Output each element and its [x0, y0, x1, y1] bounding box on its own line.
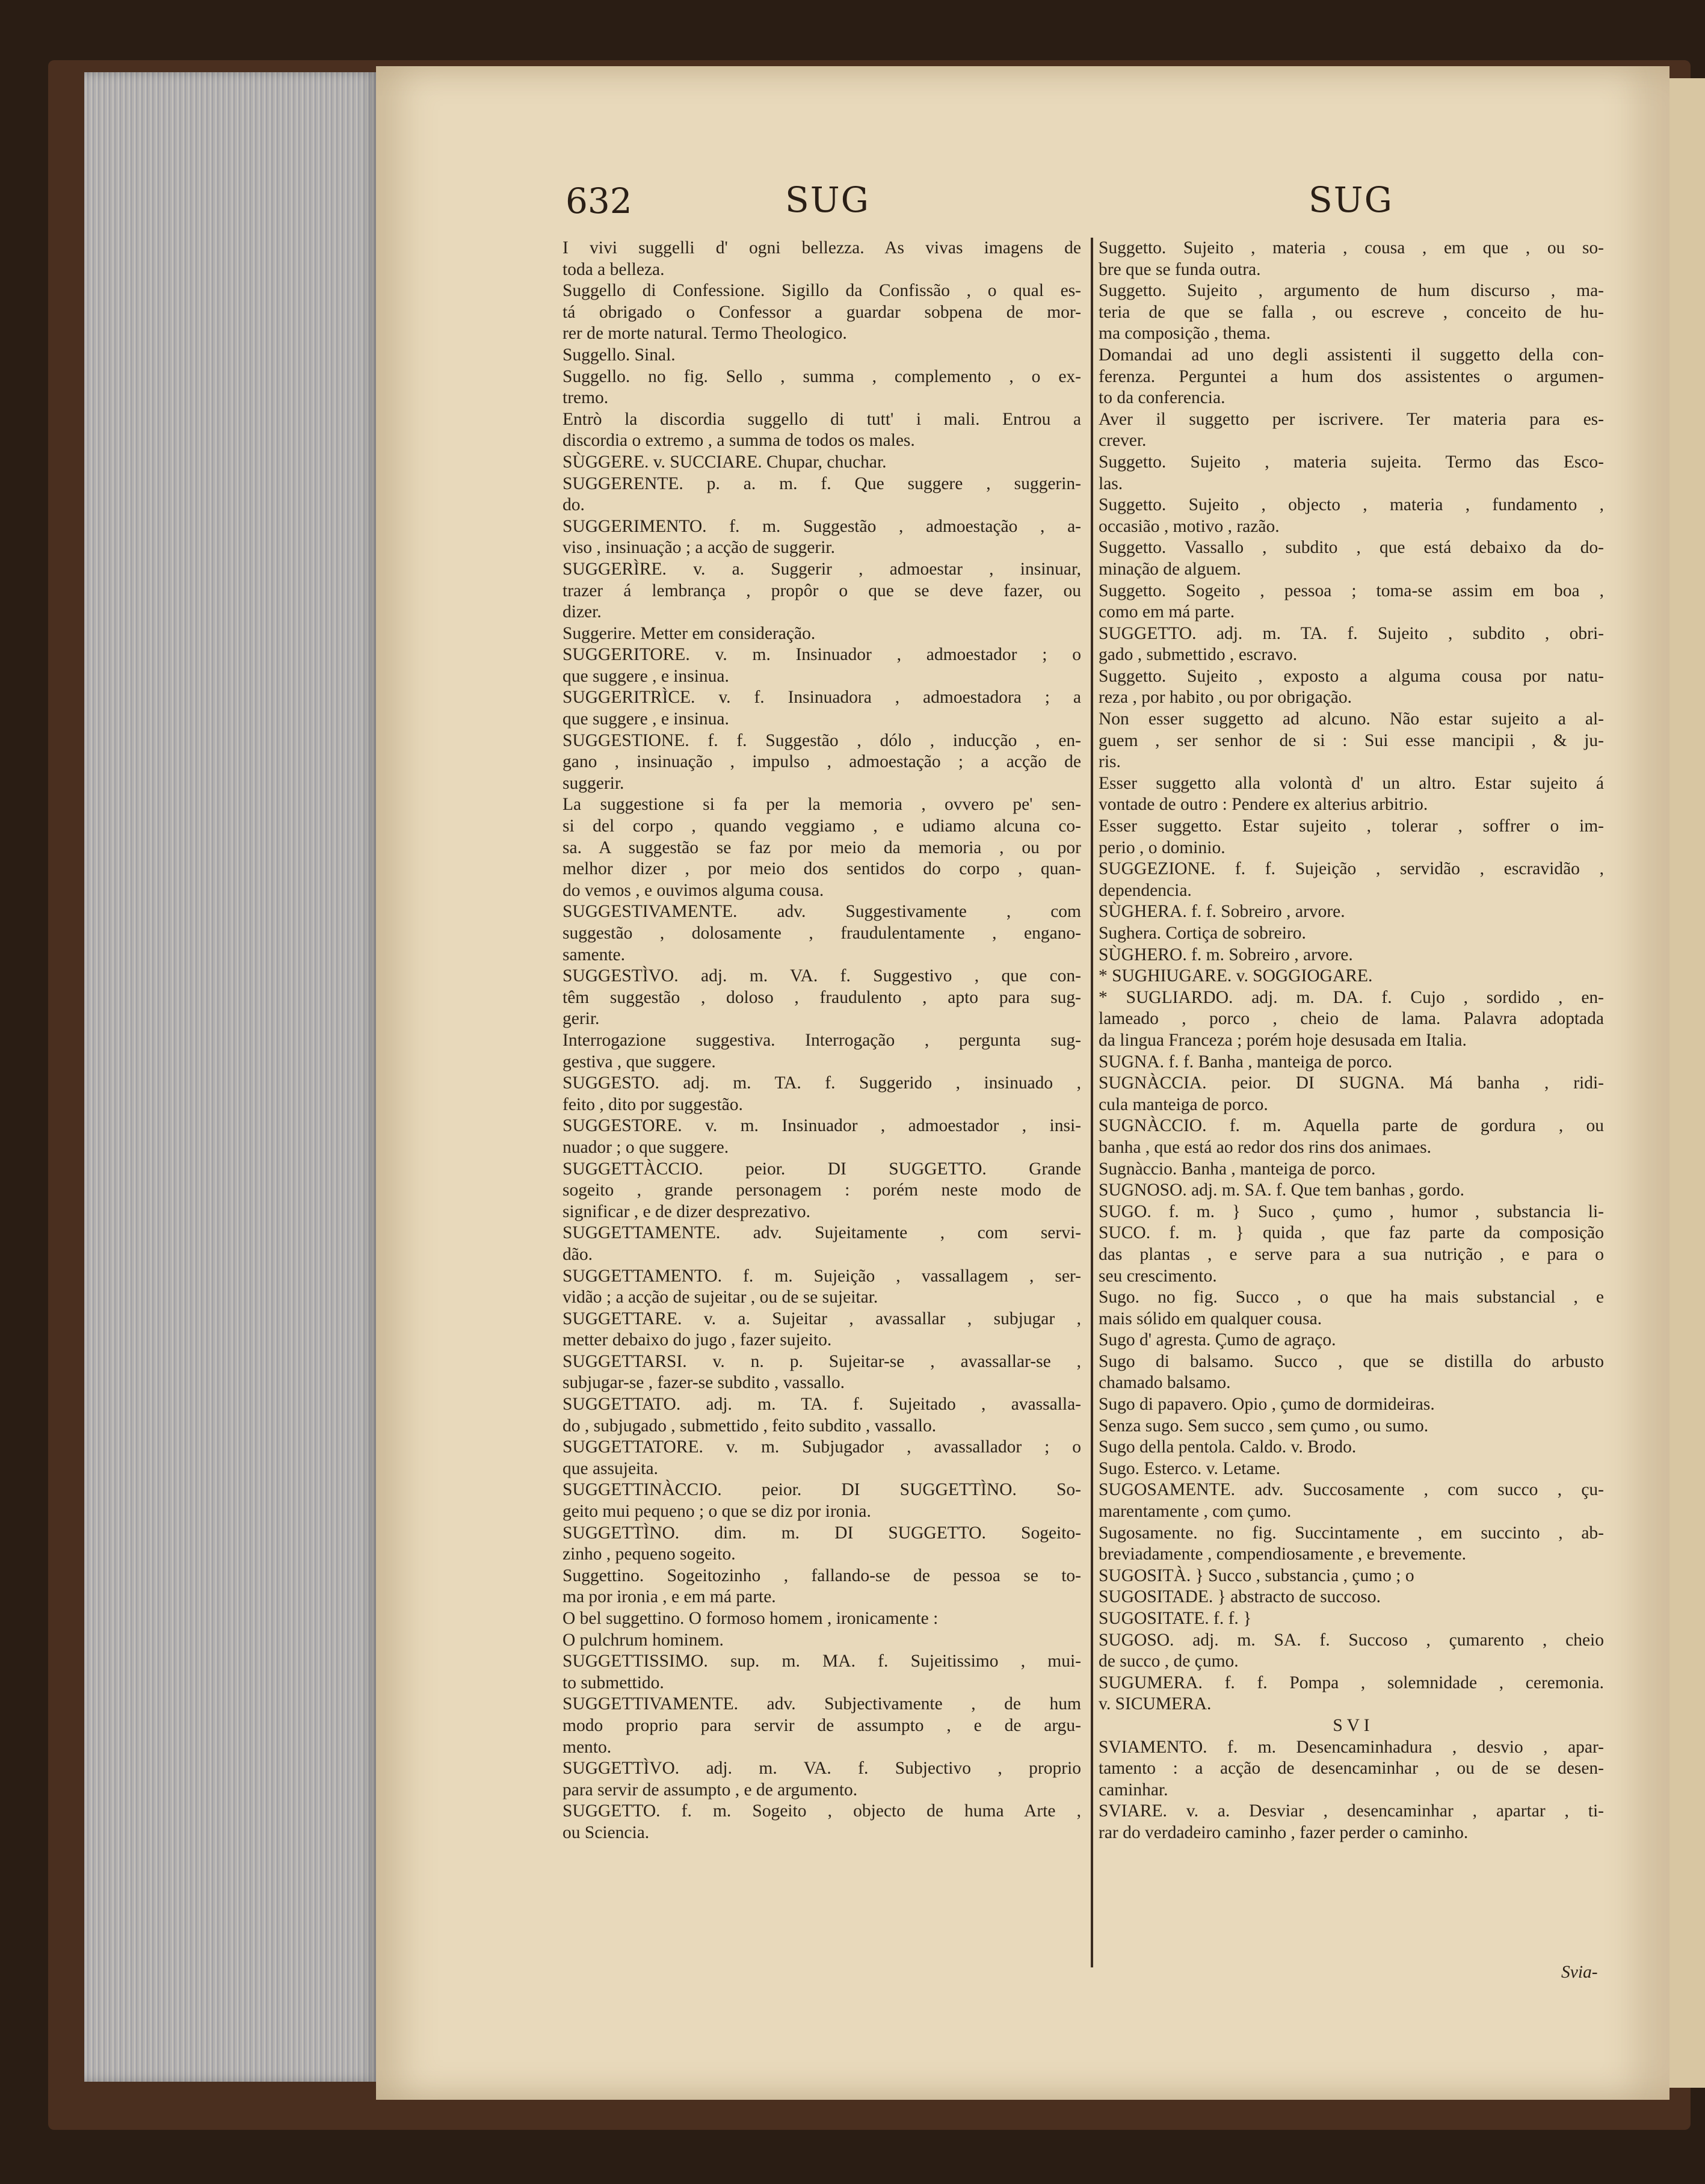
text-line: SUGGETTATO. adj. m. TA. f. Sujeitado , avassalla-	[563, 1395, 1081, 1414]
text-line: * SUGHIUGARE. v. SOGGIOGARE.	[1099, 966, 1373, 986]
text-line: que assujeita.	[563, 1458, 658, 1478]
text-line: SUGOSITATE. f. f. }	[1099, 1609, 1252, 1628]
text-line: seu crescimento.	[1099, 1266, 1217, 1286]
text-line: SUGGESTIONE. f. f. Suggestão , dólo , inducção , en-	[563, 730, 1081, 750]
text-line: feito , dito por suggestão.	[563, 1094, 743, 1114]
text-line: dão.	[563, 1244, 593, 1264]
text-line: chamado balsamo.	[1099, 1373, 1231, 1393]
text-line: SUGGETTARSI. v. n. p. Sujeitar-se , avassallar-se ,	[563, 1351, 1081, 1371]
text-line: Sugo. Esterco. v. Letame.	[1099, 1458, 1281, 1478]
text-line: Interrogazione suggestiva. Interrogação , pergunta sug-	[563, 1030, 1081, 1050]
text-line: tá obrigado o Confessor a guardar sobpena de mor-	[563, 302, 1081, 322]
text-line: Senza sugo. Sem succo , sem çumo , ou sumo.	[1099, 1416, 1429, 1436]
text-line: Suggetto. Sujeito , materia , cousa , em que , ou so-	[1099, 238, 1604, 258]
text-line: ris.	[1099, 752, 1121, 772]
text-line: S V I	[1333, 1715, 1370, 1735]
text-line: SUGGESTIVAMENTE. adv. Suggestivamente , com	[563, 902, 1081, 922]
column-divider	[1091, 238, 1093, 1967]
text-line: Sugo d' agresta. Çumo de agraço.	[1099, 1330, 1336, 1350]
text-line: occasião , motivo , razão.	[1099, 516, 1280, 536]
text-line: zinho , pequeno sogeito.	[563, 1544, 736, 1564]
text-line: cula manteiga de porco.	[1099, 1094, 1268, 1114]
text-line: SUGGETTISSIMO. sup. m. MA. f. Sujeitissimo , mui-	[563, 1652, 1081, 1671]
text-line: Esser suggetto. Estar sujeito , tolerar , soffrer o im-	[1099, 816, 1604, 836]
text-line: reza , por habito , ou por obrigação.	[1099, 688, 1352, 708]
text-line: que suggere , e insinua.	[563, 666, 729, 686]
text-line: bre que se funda outra.	[1099, 259, 1261, 279]
text-line: SUGGETTO. f. m. Sogeito , objecto de huma Arte ,	[563, 1801, 1081, 1821]
text-line: SUGGERITRÌCE. v. f. Insinuadora , admoestadora ; a	[563, 688, 1081, 708]
text-line: to da conferencia.	[1099, 388, 1226, 408]
text-line: Esser suggetto alla volontà d' un altro. Estar sujeito á	[1099, 773, 1604, 793]
text-line: Suggetto. Sujeito , objecto , materia , fundamento ,	[1099, 495, 1604, 515]
text-line: SÙGHERO. f. m. Sobreiro , arvore.	[1099, 945, 1353, 964]
text-line: SUGOSAMENTE. adv. Succosamente , com succo , çu-	[1099, 1480, 1604, 1500]
text-line: Non esser suggetto ad alcuno. Não estar sujeito a al-	[1099, 709, 1604, 729]
text-line: gerir.	[563, 1009, 600, 1029]
text-line: SUGGESTORE. v. m. Insinuador , admoestador , insi-	[563, 1116, 1081, 1136]
text-line: sa. A suggestão se faz por meio da memoria , ou por	[563, 838, 1081, 857]
text-line: SVIARE. v. a. Desviar , desencaminhar , apartar , ti-	[1099, 1801, 1604, 1821]
text-line: nuador ; o que suggere.	[563, 1137, 729, 1157]
text-line: melhor dizer , por meio dos sentidos do corpo , quan-	[563, 859, 1081, 879]
text-line: SUGGETTÀCCIO. peior. DI SUGGETTO. Grande	[563, 1159, 1081, 1179]
text-line: do , subjugado , submettido , feito subdito , vassallo.	[563, 1416, 937, 1436]
text-line: ferenza. Perguntei a hum dos assistentes o argumen-	[1099, 366, 1604, 386]
text-line: gado , submettido , escravo.	[1099, 645, 1298, 665]
text-line: SUGGERENTE. p. a. m. f. Que suggere , suggerin-	[563, 474, 1081, 493]
text-line: SÙGHERA. f. f. Sobreiro , arvore.	[1099, 902, 1345, 922]
text-line: Sughera. Cortiça de sobreiro.	[1099, 924, 1306, 943]
text-line: SUGNA. f. f. Banha , manteiga de porco.	[1099, 1052, 1393, 1072]
text-line: SUGOSITADE. } abstracto de succoso.	[1099, 1587, 1381, 1607]
text-line: sogeito , grande personagem : porém neste modo de	[563, 1180, 1081, 1200]
text-line: como em má parte.	[1099, 602, 1235, 622]
running-head-left: SUG	[785, 179, 870, 220]
right-column	[1099, 238, 1604, 1844]
text-line: Suggello. Sinal.	[563, 345, 676, 365]
text-line: SUGGERITORE. v. m. Insinuador , admoestador ; o	[563, 645, 1081, 665]
text-line: rer de morte natural. Termo Theologico.	[563, 324, 847, 344]
text-line: ma composição , thema.	[1099, 324, 1271, 344]
text-line: SUGGETTARE. v. a. Sujeitar , avassallar , subjugar ,	[563, 1309, 1081, 1328]
text-line: Suggetto. Sujeito , argumento de hum discurso , ma-	[1099, 281, 1604, 301]
text-line: ou Sciencia.	[563, 1822, 650, 1842]
text-line: têm suggestão , doloso , fraudulento , apto para sug-	[563, 987, 1081, 1007]
text-line: Suggetto. Sogeito , pessoa ; toma-se assim em boa ,	[1099, 581, 1604, 600]
text-line: Sugo di balsamo. Succo , que se distilla do arbusto	[1099, 1351, 1604, 1371]
page-number: 632	[566, 180, 632, 221]
text-line: Sugosamente. no fig. Succintamente , em succinto , ab-	[1099, 1523, 1604, 1543]
text-line: caminhar.	[1099, 1780, 1168, 1800]
text-line: tremo.	[563, 388, 609, 408]
text-line: viso , insinuação ; a acção de suggerir.	[563, 538, 836, 558]
text-line: SUGGETTÌVO. adj. m. VA. f. Subjectivo , proprio	[563, 1759, 1081, 1778]
running-head-right: SUG	[1309, 179, 1393, 220]
text-line: perio , o dominio.	[1099, 838, 1226, 857]
text-line: Suggerire. Metter em consideração.	[563, 623, 816, 643]
text-line: SUGGESTO. adj. m. TA. f. Suggerido , insinuado ,	[563, 1073, 1081, 1093]
text-line: Sugo della pentola. Caldo. v. Brodo.	[1099, 1437, 1357, 1457]
text-line: Suggetto. Vassallo , subdito , que está debaixo da do-	[1099, 538, 1604, 558]
text-line: minação de alguem.	[1099, 559, 1241, 579]
text-line: Aver il suggetto per iscrivere. Ter materia para es-	[1099, 409, 1604, 429]
text-line: gano , insinuação , impulso , admoestação ; a acção de	[563, 752, 1081, 772]
text-line: teria de que se falla , ou escreve , conceito de hu-	[1099, 302, 1604, 322]
text-line: marentamente , com çumo.	[1099, 1502, 1292, 1522]
text-line: Suggello di Confessione. Sigillo da Confissão , o qual es-	[563, 281, 1081, 301]
text-line: SUGGETTÌNO. dim. m. DI SUGGETTO. Sogeito-	[563, 1523, 1081, 1543]
text-line: SÙGGERE. v. SUCCIARE. Chupar, chuchar.	[563, 452, 887, 472]
text-line: suggestão , dolosamente , fraudulentamente , engano-	[563, 924, 1081, 943]
text-line: mais sólido em qualquer cousa.	[1099, 1309, 1322, 1328]
text-line: La suggestione si fa per la memoria , ovvero pe' sen-	[563, 795, 1081, 815]
text-line: SUGUMERA. f. f. Pompa , solemnidade , ceremonia.	[1099, 1673, 1604, 1692]
text-line: do.	[563, 495, 585, 515]
text-line: O bel suggettino. O formoso homem , ironicamente :	[563, 1609, 939, 1628]
text-line: vontade de outro : Pendere ex alterius arbitrio.	[1099, 795, 1428, 815]
text-line: geito mui pequeno ; o que se diz por ironia.	[563, 1502, 871, 1522]
text-line: si del corpo , quando veggiamo , e udiamo alcuna co-	[563, 816, 1081, 836]
text-line: breviadamente , compendiosamente , e brevemente.	[1099, 1544, 1467, 1564]
text-line: significar , e de dizer desprezativo.	[563, 1202, 810, 1221]
text-line: SUGGETTINÀCCIO. peior. DI SUGGETTÌNO. So-	[563, 1480, 1081, 1500]
text-line: SUGGETTATORE. v. m. Subjugador , avassallador ; o	[563, 1437, 1081, 1457]
text-line: metter debaixo do jugo , fazer sujeito.	[563, 1330, 832, 1350]
text-line: ma por ironia , e em má parte.	[563, 1587, 776, 1607]
text-line: SUGNÀCCIA. peior. DI SUGNA. Má banha , ridi-	[1099, 1073, 1604, 1093]
text-line: para servir de assumpto , e de argumento.	[563, 1780, 858, 1800]
text-line: toda a belleza.	[563, 259, 665, 279]
text-line: SUGGETTO. adj. m. TA. f. Sujeito , subdito , obri-	[1099, 623, 1604, 643]
next-page-edge	[1670, 78, 1705, 2088]
text-line: da lingua Franceza ; porém hoje desusada em Italia.	[1099, 1030, 1467, 1050]
text-line: lameado , porco , cheio de lama. Palavra adoptada	[1099, 1009, 1604, 1029]
text-line: SUGGETTAMENTE. adv. Sujeitamente , com servi-	[563, 1223, 1081, 1243]
text-line: SVIAMENTO. f. m. Desencaminhadura , desvio , apar-	[1099, 1737, 1604, 1757]
text-line: * SUGLIARDO. adj. m. DA. f. Cujo , sordido , en-	[1099, 987, 1604, 1007]
text-line: suggerir.	[563, 773, 624, 793]
text-line: crever.	[1099, 431, 1147, 451]
text-line: SUGGESTÌVO. adj. m. VA. f. Suggestivo , que con-	[563, 966, 1081, 986]
text-line: SUGGETTAMENTO. f. m. Sujeição , vassallagem , ser-	[563, 1266, 1081, 1286]
text-line: tamento : a acção de desencaminhar , ou de se desen-	[1099, 1759, 1604, 1778]
text-line: SUGGERIMENTO. f. m. Suggestão , admoestação , a-	[563, 516, 1081, 536]
text-line: dizer.	[563, 602, 602, 622]
text-line: Sugnàccio. Banha , manteiga de porco.	[1099, 1159, 1376, 1179]
text-line: Entrò la discordia suggello di tutt' i mali. Entrou a	[563, 409, 1081, 429]
text-line: modo proprio para servir de assumpto , e de argu-	[563, 1715, 1081, 1735]
text-line: guem , ser senhor de si : Sui esse mancipii , & ju-	[1099, 730, 1604, 750]
catchword: Svia-	[1561, 1963, 1598, 1982]
text-line: vidão ; a acção de sujeitar , ou de se sujeitar.	[563, 1288, 878, 1307]
text-line: do vemos , e ouvimos alguma cousa.	[563, 880, 824, 900]
text-line: Sugo. no fig. Succo , o que ha mais substancial , e	[1099, 1288, 1604, 1307]
text-line: v. SICUMERA.	[1099, 1694, 1212, 1714]
text-line: trazer á lembrança , propôr o que se deve fazer, ou	[563, 581, 1081, 600]
text-line: de succo , de çumo.	[1099, 1652, 1239, 1671]
text-line: SUGNOSO. adj. m. SA. f. Que tem banhas , gordo.	[1099, 1180, 1464, 1200]
text-line: SUGGERÌRE. v. a. Suggerir , admoestar , insinuar,	[563, 559, 1081, 579]
text-line: mento.	[563, 1737, 612, 1757]
text-line: las.	[1099, 474, 1123, 493]
text-line: gestiva , que suggere.	[563, 1052, 716, 1072]
page-edges	[84, 72, 379, 2082]
text-line: Sugo di papavero. Opio , çumo de dormideiras.	[1099, 1395, 1435, 1414]
text-line: SUGNÀCCIO. f. m. Aquella parte de gordura , ou	[1099, 1116, 1604, 1136]
text-line: Suggello. no fig. Sello , summa , complemento , o ex-	[563, 366, 1081, 386]
text-line: SUGOSO. adj. m. SA. f. Succoso , çumarento , cheio	[1099, 1630, 1604, 1650]
text-line: to submettido.	[563, 1673, 664, 1692]
text-line: I vivi suggelli d' ogni bellezza. As vivas imagens de	[563, 238, 1081, 258]
text-line: SUGOSITÀ. } Succo , substancia , çumo ; o	[1099, 1566, 1414, 1585]
text-line: Suggetto. Sujeito , exposto a alguma cousa por natu-	[1099, 666, 1604, 686]
text-line: O pulchrum hominem.	[563, 1630, 724, 1650]
text-line: SUGO. f. m. } Suco , çumo , humor , substancia li-	[1099, 1202, 1604, 1221]
text-line: discordia o extremo , a summa de todos os males.	[563, 431, 915, 451]
text-line: SUCO. f. m. } quida , que faz parte da composição	[1099, 1223, 1604, 1243]
text-line: SUGGETTIVAMENTE. adv. Subjectivamente , de hum	[563, 1694, 1081, 1714]
text-line: banha , que está ao redor dos rins dos animaes.	[1099, 1137, 1431, 1157]
text-line: samente.	[563, 945, 626, 964]
left-column	[563, 238, 1081, 1844]
text-line: dependencia.	[1099, 880, 1192, 900]
text-line: Suggettino. Sogeitozinho , fallando-se de pessoa se to-	[563, 1566, 1081, 1585]
text-line: Suggetto. Sujeito , materia sujeita. Termo das Esco-	[1099, 452, 1604, 472]
text-line: Domandai ad uno degli assistenti il suggetto della con-	[1099, 345, 1604, 365]
text-line: SUGGEZIONE. f. f. Sujeição , servidão , escravidão ,	[1099, 859, 1604, 879]
text-line: que suggere , e insinua.	[563, 709, 729, 729]
text-line: das plantas , e serve para a sua nutrição , e para o	[1099, 1244, 1604, 1264]
text-line: subjugar-se , fazer-se subdito , vassallo.	[563, 1373, 845, 1393]
text-line: rar do verdadeiro caminho , fazer perder o caminho.	[1099, 1822, 1469, 1842]
